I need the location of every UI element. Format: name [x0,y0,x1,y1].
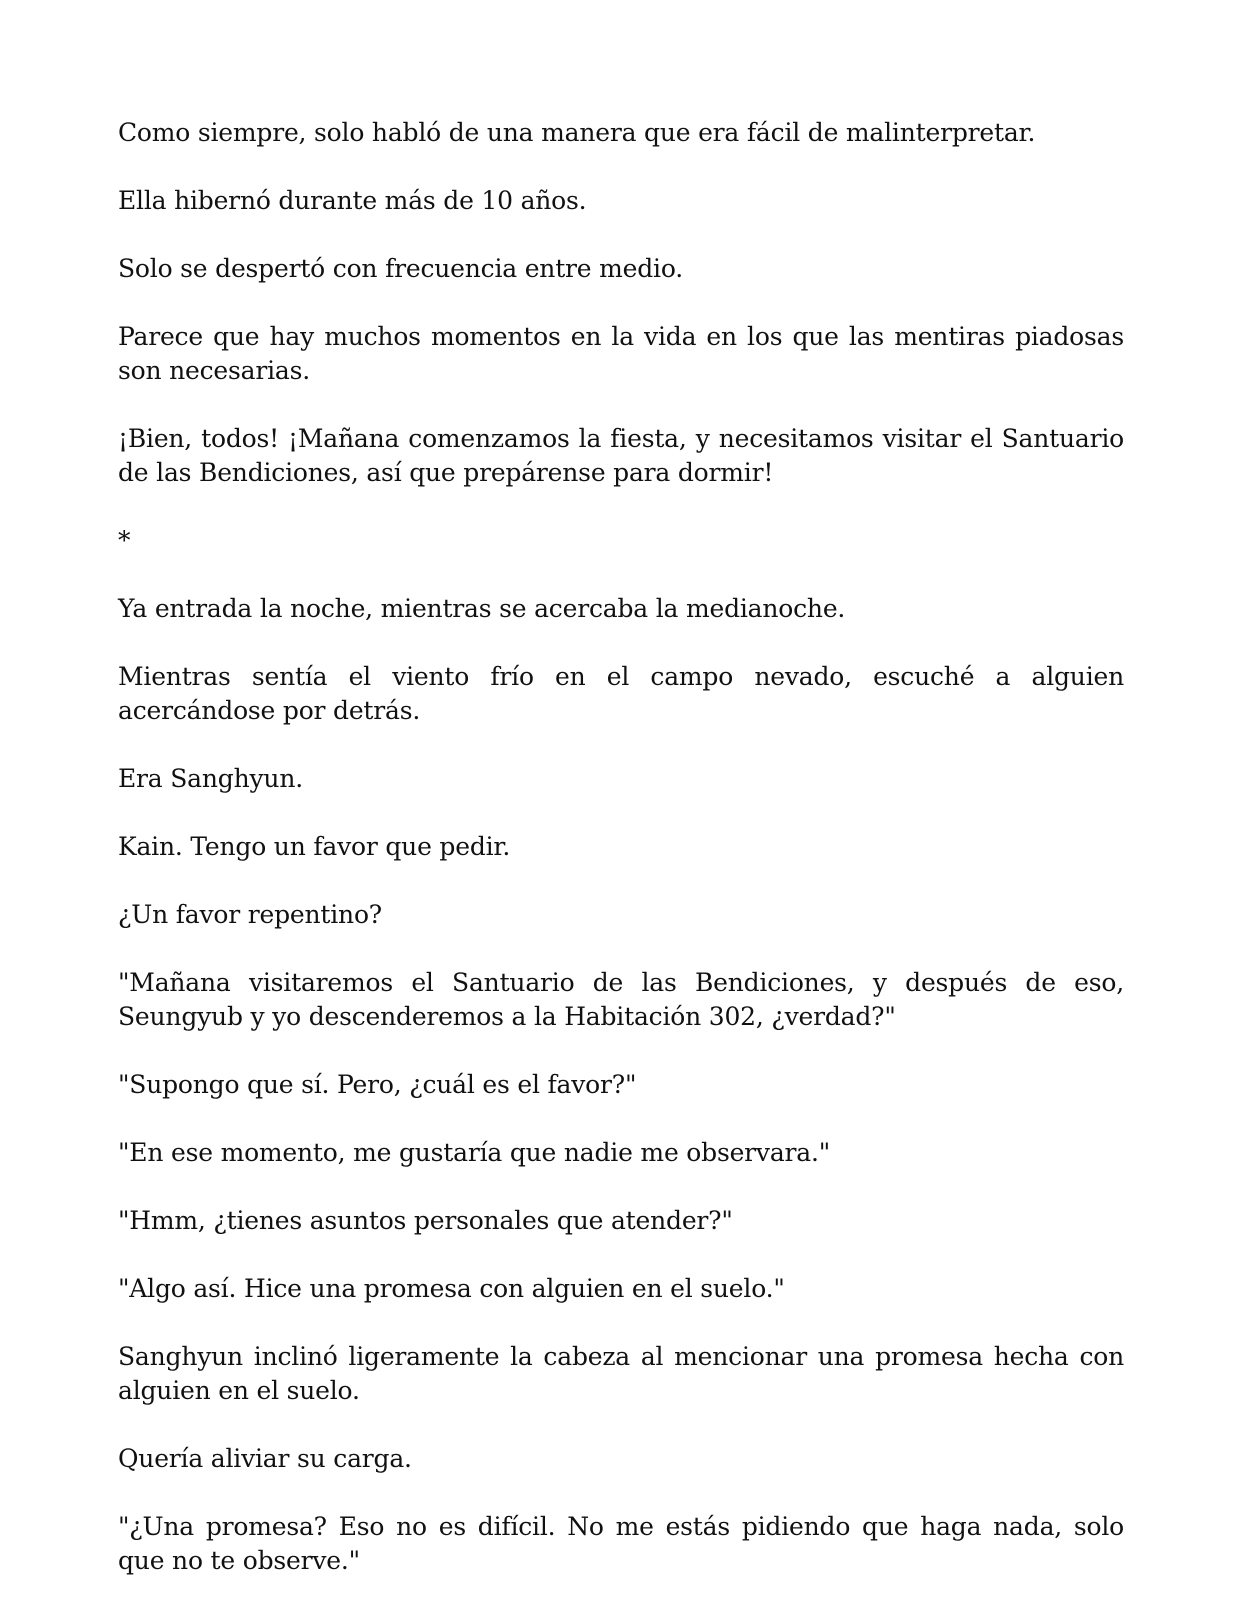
paragraph: "Algo así. Hice una promesa con alguien en el suelo." [118,1274,785,1303]
paragraph: "Mañana visitaremos el Santuario de las Bendiciones, y después de eso, Seungyub y yo descenderemos a la Habitación 302, ¿verdad?" [118,968,1124,1031]
paragraph: Ella hibernó durante más de 10 años. [118,186,587,215]
paragraph: Como siempre, solo habló de una manera que era fácil de malinterpretar. [118,118,1036,147]
paragraph: Ya entrada la noche, mientras se acercaba la medianoche. [118,594,846,623]
paragraph: Parece que hay muchos momentos en la vida en los que las mentiras piadosas son necesarias. [118,322,1124,385]
paragraph: Era Sanghyun. [118,764,303,793]
document-body [118,116,1124,1612]
paragraph: "¿Una promesa? Eso no es difícil. No me estás pidiendo que haga nada, solo que no te observe." [118,1512,1124,1575]
paragraph: Quería aliviar su carga. [118,1444,412,1473]
paragraph: "En ese momento, me gustaría que nadie me observara." [118,1138,831,1167]
paragraph: "Hmm, ¿tienes asuntos personales que atender?" [118,1206,733,1235]
paragraph: ¡Bien, todos! ¡Mañana comenzamos la fiesta, y necesitamos visitar el Santuario de las Bendiciones, así que prepárense para dormir! [118,424,1124,487]
paragraph: ¿Un favor repentino? [118,900,382,929]
paragraph: Mientras sentía el viento frío en el campo nevado, escuché a alguien acercándose por detrás. [118,662,1124,725]
paragraph: "Supongo que sí. Pero, ¿cuál es el favor?" [118,1070,637,1099]
paragraph: Solo se despertó con frecuencia entre medio. [118,254,684,283]
paragraph: Sanghyun inclinó ligeramente la cabeza al mencionar una promesa hecha con alguien en el suelo. [118,1342,1124,1405]
paragraph: Kain. Tengo un favor que pedir. [118,832,511,861]
scene-break: * [118,526,131,555]
